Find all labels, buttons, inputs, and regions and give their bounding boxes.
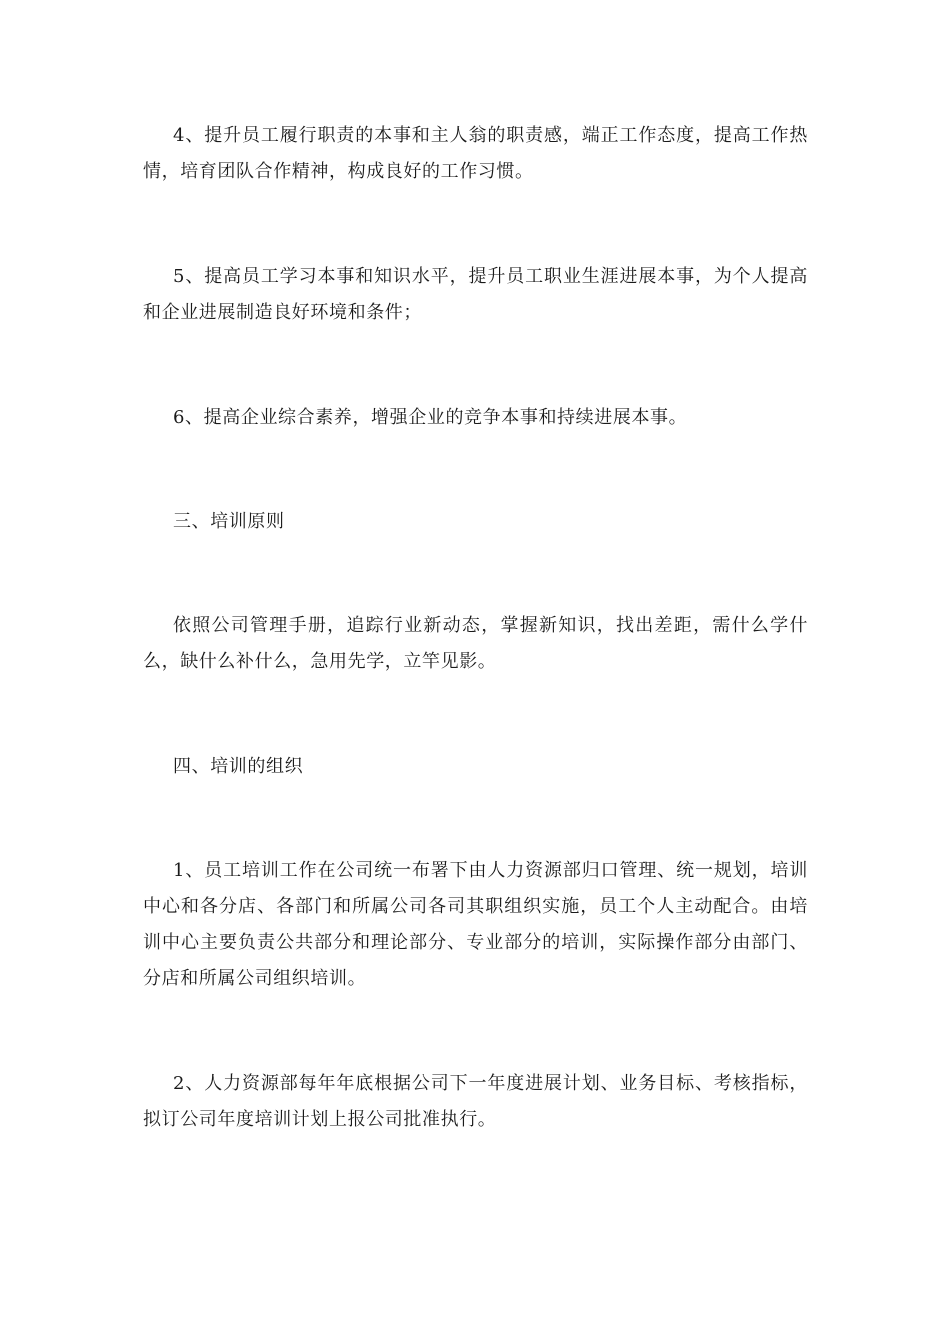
organization-item-1: 1、员工培训工作在公司统一布署下由人力资源部归口管理、统一规划，培训中心和各分店、各部门和所属公司各司其职组织实施，员工个人主动配合。由培训中心主要负责公共部分和理论部分、专业部分的培训，实际操作部分由部门、分店和所属公司组织培训。 [143, 860, 808, 989]
paragraph-item-6: 6、提高企业综合素养，增强企业的竞争本事和持续进展本事。 [173, 407, 688, 428]
section-heading-organization: 四、培训的组织 [173, 756, 304, 777]
paragraph-item-5: 5、提高员工学习本事和知识水平，提升员工职业生涯进展本事，为个人提高和企业进展制造良好环境和条件； [143, 266, 808, 323]
organization-item-2: 2、人力资源部每年年底根据公司下一年度进展计划、业务目标、考核指标，拟订公司年度培训计划上报公司批准执行。 [143, 1073, 808, 1130]
section-heading-principles: 三、培训原则 [173, 511, 285, 532]
principles-body: 依照公司管理手册，追踪行业新动态，掌握新知识，找出差距，需什么学什么，缺什么补什么，急用先学，立竿见影。 [143, 615, 808, 672]
paragraph-item-4: 4、提升员工履行职责的本事和主人翁的职责感，端正工作态度，提高工作热情，培育团队合作精神，构成良好的工作习惯。 [143, 125, 808, 182]
